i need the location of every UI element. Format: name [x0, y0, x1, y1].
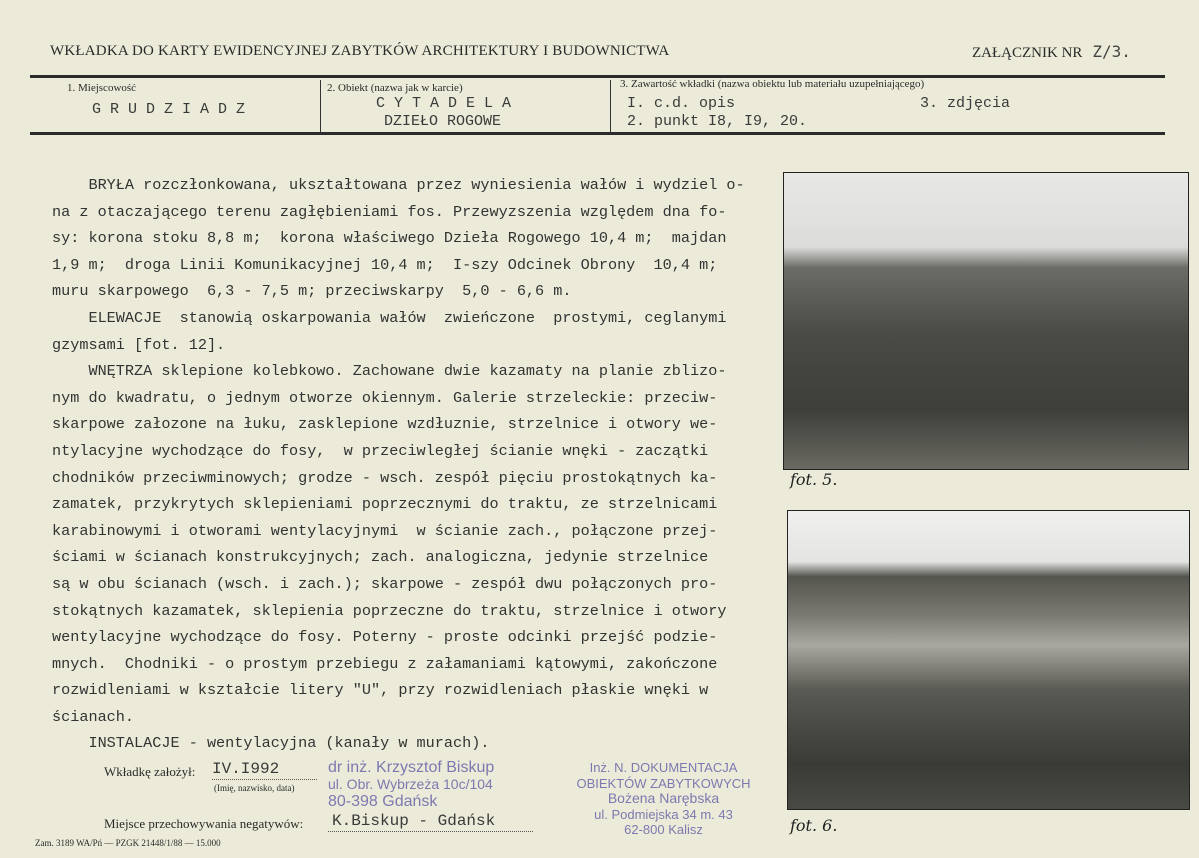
annex-value: Z/3.	[1092, 42, 1131, 61]
text-line: ELEWACJE stanowią oskarpowania wałów zwieńczone prostymi, ceglanymi	[52, 308, 727, 327]
photo-5-caption: fot. 5.	[790, 470, 838, 489]
object-label: 2. Obiekt (nazwa jak w karcie)	[327, 82, 463, 94]
stamp-biskup	[328, 759, 494, 810]
text-line: 1,9 m; droga Linii Komunikacyjnej 10,4 m; I-szy Odcinek Obrony 10,4 m;	[52, 255, 718, 274]
divider	[320, 80, 321, 134]
text-line: na z otaczającego terenu zagłębieniami fos. Przewyzszenia względem dna fo-	[52, 202, 727, 221]
text-line: chodników przeciwminowych; grodze - wsch. zespół pięciu prostokątnych ka-	[52, 468, 718, 487]
text-line: sy: korona stoku 8,8 m; korona właściwego Dzieła Rogowego 10,4 m; majdan	[52, 229, 727, 248]
founded-value: IV.I992	[212, 760, 280, 778]
stamp-line: 80-398 Gdańsk	[328, 793, 438, 810]
text-line: rozwidleniami w kształcie litery "U", przy rozwidleniach płaskie wnęki w	[52, 681, 709, 700]
stamp-line: Inż. N. DOKUMENTACJA	[589, 760, 738, 775]
text-line: WNĘTRZA sklepione kolebkowo. Zachowane dwie kazamaty na planie zblizo-	[52, 362, 727, 381]
negatives-label: Miejsce przechowywania negatywów:	[104, 816, 304, 831]
locality-value: G R U D Z I A D Z	[92, 101, 246, 118]
text-line: karabinowymi i otworami wentylacyjnymi w ścianie zach., połączone przej-	[52, 521, 718, 540]
text-line: muru skarpowego 6,3 - 7,5 m; przeciwskarpy 5,0 - 6,6 m.	[52, 282, 572, 301]
text-line: ścianach.	[52, 707, 135, 726]
stamp-line: dr inż. Krzysztof Biskup	[328, 759, 495, 776]
stamp-narebska	[556, 760, 771, 838]
stamp-line: ul. Obr. Wybrzeża 10c/104	[328, 776, 493, 792]
stamp-line: Bożena Narębska	[607, 790, 720, 806]
annex-label: ZAŁĄCZNIK NR	[972, 45, 1083, 61]
annex-number	[972, 42, 1131, 62]
photo-5	[783, 172, 1189, 470]
photo-6-caption: fot. 6.	[790, 816, 838, 835]
text-line: stokątnych kazamatek, sklepienia poprzeczne do traktu, strzelnice i otwory	[52, 601, 727, 620]
negatives-line	[328, 812, 533, 832]
name-hint: (Imię, nazwisko, data)	[214, 783, 295, 793]
text-line: nym do kwadratu, o jednym otworze okiennym. Galerie strzeleckie: przeciw-	[52, 388, 718, 407]
form-title: WKŁADKA DO KARTY EWIDENCYJNEJ ZABYTKÓW ARCHITEKTURY I BUDOWNICTWA	[50, 43, 670, 59]
text-line: gzymsami [fot. 12].	[52, 335, 226, 354]
text-line: zamatek, przykrytych sklepieniami poprzecznymi do traktu, ze strzelnicami	[52, 495, 718, 514]
stamp-line: 62-800 Kalisz	[624, 822, 703, 837]
object-value-2: DZIEŁO ROGOWE	[384, 113, 502, 130]
text-line: mnych. Chodniki - o prostym przebiegu z załamaniami kątowymi, zakończone	[52, 654, 718, 673]
contents-item-2: 2. punkt I8, I9, 20.	[627, 113, 808, 130]
print-info: Zam. 3189 WA/Pń — PZGK 21448/1/88 — 15.000	[35, 838, 221, 848]
stamp-line: ul. Podmiejska 34 m. 43	[594, 806, 733, 822]
object-value-1: C Y T A D E L A	[376, 95, 512, 112]
contents-label: 3. Zawartość wkładki (nazwa obiektu lub materiału uzupełniającego)	[620, 78, 925, 90]
text-line: ściami w ścianach konstrukcyjnych; zach. analogiczna, jedynie strzelnice	[52, 548, 709, 567]
description-text	[52, 172, 777, 757]
text-line: BRYŁA rozczłonkowana, ukształtowana przez wyniesienia wałów i wydziel o-	[52, 176, 745, 194]
founded-line	[212, 760, 317, 780]
negatives-value: K.Biskup - Gdańsk	[332, 812, 496, 830]
divider	[610, 80, 611, 134]
locality-label: 1. Miejscowość	[67, 82, 137, 94]
contents-item-1: I. c.d. opis	[627, 95, 736, 112]
top-rule	[30, 75, 1165, 78]
bottom-rule	[30, 132, 1165, 135]
text-line: są w obu ścianach (wsch. i zach.); skarpowe - zespół dwu połączonych pro-	[52, 574, 718, 593]
text-line: skarpowe załozone na łuku, zasklepione wzdłuznie, strzelnice i otwory we-	[52, 415, 718, 434]
text-line: INSTALACJE - wentylacyjna (kanały w murach).	[52, 734, 490, 753]
text-line: wentylacyjne wychodzące do fosy. Poterny - proste odcinki przejść podzie-	[52, 628, 718, 647]
founded-label: Wkładkę założył:	[104, 764, 196, 779]
stamp-line: OBIEKTÓW ZABYTKOWYCH	[576, 775, 751, 791]
contents-item-3: 3. zdjęcia	[920, 95, 1011, 112]
text-line: ntylacyjne wychodzące do fosy, w przeciwległej ścianie wnęki - zaczątki	[52, 441, 709, 460]
photo-6	[787, 510, 1190, 810]
